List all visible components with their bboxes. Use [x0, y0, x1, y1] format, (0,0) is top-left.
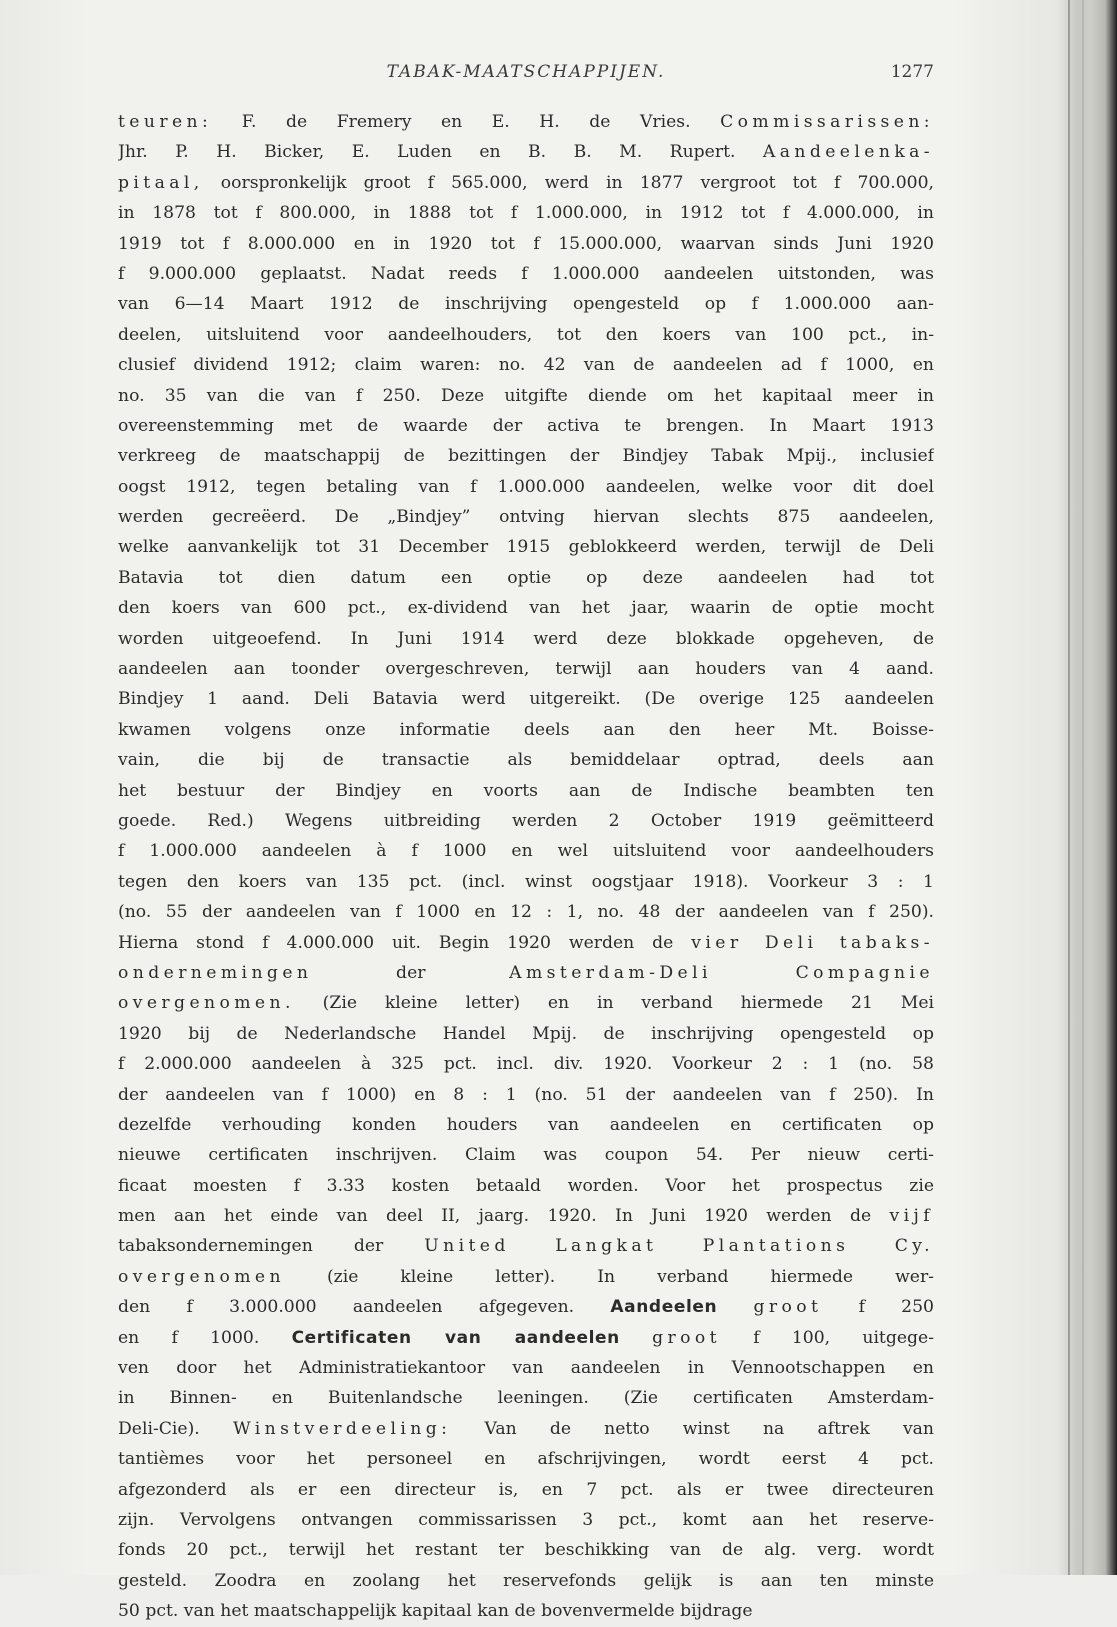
text-line: [118, 1505, 934, 1535]
spaced-term: pitaal,: [118, 172, 204, 193]
spaced-term: groot: [753, 1297, 823, 1318]
text-run: in Binnen- en Buitenlandsche leeningen. (Zie certificaten Amsterdam-: [118, 1388, 934, 1409]
text-line: [118, 1019, 934, 1049]
page-number: 1277: [890, 62, 934, 82]
text-run: der aandeelen van f 1000) en 8 : 1 (no. 51 der aandeelen van f 250). In: [118, 1084, 934, 1105]
text-run: worden uitgeoefend. In Juni 1914 werd deze blokkade opgeheven, de: [118, 628, 934, 649]
text-run: goede. Red.) Wegens uitbreiding werden 2 October 1919 geëmitteerd: [118, 810, 934, 831]
text-line: [118, 532, 934, 562]
text-line: [118, 1080, 934, 1110]
text-run: men aan het einde van deel II, jaarg. 1920. In Juni 1920 werden de: [118, 1206, 890, 1227]
text-run: ven door het Administratiekantoor van aandeelen in Vennootschappen en: [118, 1358, 934, 1379]
text-line: [118, 502, 934, 532]
text-run: aandeelen aan toonder overgeschreven, terwijl aan houders van 4 aand.: [118, 659, 934, 680]
text-line: [118, 1383, 934, 1413]
text-run: Bindjey 1 aand. Deli Batavia werd uitgereikt. (De overige 125 aandeelen: [118, 689, 934, 710]
text-line: [118, 563, 934, 593]
text-run: 1919 tot f 8.000.000 en in 1920 tot f 15.000.000, waarvan sinds Juni 1920: [118, 233, 934, 254]
text-run: nieuwe certificaten inschrijven. Claim was coupon 54. Per nieuw certi-: [118, 1145, 934, 1166]
text-line: [118, 684, 934, 714]
text-line: [118, 836, 934, 866]
text-run: F. de Fremery en E. H. de Vries.: [212, 112, 721, 132]
text-run: het bestuur der Bindjey en voorts aan de Indische beambten ten: [118, 780, 934, 801]
text-run: dezelfde verhouding konden houders van aandeelen en certificaten op: [118, 1114, 934, 1135]
text-line: [118, 1353, 934, 1383]
text-run: (zie kleine letter). In verband hiermede wer-: [284, 1266, 934, 1287]
text-run: tegen den koers van 135 pct. (incl. winst oogstjaar 1918). Voorkeur 3 : 1: [118, 871, 934, 892]
text-line: [118, 107, 934, 137]
text-run: [620, 1328, 652, 1348]
text-run: oogst 1912, tegen betaling van f 1.000.000 aandeelen, welke voor dit doel: [118, 476, 934, 497]
running-title: TABAK-MAATSCHAPPIJEN.: [386, 62, 666, 82]
text-line: [118, 259, 934, 289]
spaced-term: United Langkat Plantations Cy.: [424, 1236, 934, 1257]
page-edge-line: [1068, 0, 1070, 1575]
text-line: [118, 715, 934, 745]
text-run: f 2.000.000 aandeelen à 325 pct. incl. div. 1920. Voorkeur 2 : 1 (no. 58: [118, 1054, 934, 1075]
text-run: Hierna stond f 4.000.000 uit. Begin 1920 werden de: [118, 932, 692, 953]
text-line: [118, 654, 934, 684]
text-run: werden gecreëerd. De „Bindjey” ontving hiervan slechts 875 aandeelen,: [118, 507, 934, 528]
text-line: [118, 1323, 934, 1353]
text-line: [118, 1444, 934, 1474]
text-line: [118, 289, 934, 319]
text-line: [118, 1566, 934, 1596]
spaced-term: Commissarissen:: [720, 112, 934, 132]
text-line: [118, 593, 934, 623]
text-run: 1920 bij de Nederlandsche Handel Mpij. de inschrijving opengesteld op: [118, 1023, 934, 1044]
spaced-term: vier Deli tabaks-: [691, 932, 934, 953]
spaced-term: Compagnie: [795, 962, 934, 983]
text-line: [118, 1110, 934, 1140]
text-run: oorspronkelijk groot f 565.000, werd in 1877 vergroot tot f 700.000,: [203, 172, 934, 193]
text-line: [118, 1201, 934, 1231]
text-line: [118, 1596, 934, 1626]
text-run: in 1878 tot f 800.000, in 1888 tot f 1.000.000, in 1912 tot f 4.000.000, in: [118, 203, 934, 224]
text-line: [118, 320, 934, 350]
text-line: [118, 411, 934, 441]
text-run: vain, die bij de transactie als bemiddelaar optrad, deels aan: [118, 750, 934, 771]
text-run: f 9.000.000 geplaatst. Nadat reeds f 1.000.000 aandeelen uitstonden, was: [118, 263, 934, 284]
spaced-term: overgenomen.: [118, 993, 295, 1014]
text-line: [118, 1414, 934, 1444]
text-run: kwamen volgens onze informatie deels aan den heer Mt. Boisse-: [118, 719, 934, 740]
text-run: van 6—14 Maart 1912 de inschrijving opengesteld op f 1.000.000 aan-: [118, 294, 934, 315]
text-line: [118, 441, 934, 471]
text-line: [118, 776, 934, 806]
text-run: f 100, uitgege-: [720, 1327, 934, 1348]
spaced-term: vijf: [889, 1206, 934, 1227]
text-line: [118, 745, 934, 775]
text-line: [118, 867, 934, 897]
spaced-term: ondernemingen: [118, 962, 313, 983]
text-run: f 250: [822, 1297, 934, 1318]
bold-term: Certificaten van aandeelen: [291, 1327, 620, 1348]
spaced-term: Aandeelenka-: [762, 142, 934, 163]
spaced-term: Amsterdam-Deli: [509, 962, 712, 983]
text-line: [118, 229, 934, 259]
text-run: clusief dividend 1912; claim waren: no. 42 van de aandeelen ad f 1000, en: [118, 355, 934, 376]
text-line: [118, 168, 934, 198]
body-text: [118, 107, 934, 1622]
text-run: tantièmes voor het personeel en afschrijvingen, wordt eerst 4 pct.: [118, 1449, 934, 1470]
page-edge-line: [1082, 0, 1084, 1575]
text-line: [118, 350, 934, 380]
text-run: Jhr. P. H. Bicker, E. Luden en B. B. M. Rupert.: [118, 142, 763, 163]
text-run: Deli-Cie).: [118, 1418, 233, 1439]
text-line: [118, 1262, 934, 1292]
text-line: [118, 381, 934, 411]
text-line: [118, 1535, 934, 1565]
text-line: [118, 624, 934, 654]
text-line: [118, 958, 934, 988]
text-line: [118, 1140, 934, 1170]
text-line: [118, 472, 934, 502]
text-run: overeenstemming met de waarde der activa te brengen. In Maart 1913: [118, 415, 934, 436]
page-edge-shadow: [1057, 0, 1117, 1575]
text-run: [712, 963, 796, 983]
text-run: fonds 20 pct., terwijl het restant ter beschikking van de alg. verg. wordt: [118, 1540, 934, 1561]
text-line: [118, 1292, 934, 1322]
text-run: 50 pct. van het maatschappelijk kapitaal kan de bovenvermelde bijdrage: [118, 1601, 753, 1622]
text-run: Van de netto winst na aftrek van: [451, 1418, 934, 1439]
spaced-term: teuren:: [118, 112, 213, 132]
text-run: deelen, uitsluitend voor aandeelhouders, tot den koers van 100 pct., in-: [118, 324, 934, 345]
text-line: [118, 806, 934, 836]
text-run: gesteld. Zoodra en zoolang het reservefonds gelijk is aan ten minste: [118, 1570, 934, 1591]
text-run: verkreeg de maatschappij de bezittingen der Bindjey Tabak Mpij., inclusief: [118, 446, 934, 467]
text-line: [118, 897, 934, 927]
text-run: der: [312, 962, 510, 983]
text-run: ficaat moesten f 3.33 kosten betaald worden. Voor het prospectus zie: [118, 1175, 934, 1196]
text-line: [118, 1231, 934, 1261]
text-run: (Zie kleine letter) en in verband hiermede 21 Mei: [294, 993, 934, 1014]
text-run: (no. 55 der aandeelen van f 1000 en 12 : 1, no. 48 der aandeelen van f 250).: [118, 902, 934, 923]
text-run: tabaksondernemingen der: [118, 1236, 425, 1257]
text-run: den koers van 600 pct., ex-dividend van het jaar, waarin de optie mocht: [118, 598, 934, 619]
page-header: [118, 62, 934, 88]
spaced-term: groot: [652, 1327, 721, 1348]
text-line: [118, 137, 934, 167]
text-run: [717, 1297, 753, 1317]
text-line: [118, 1475, 934, 1505]
bold-term: Aandeelen: [610, 1297, 718, 1318]
text-run: Batavia tot dien datum een optie op deze aandeelen had tot: [118, 567, 934, 588]
text-line: [118, 1171, 934, 1201]
text-run: den f 3.000.000 aandeelen afgegeven.: [118, 1297, 611, 1318]
text-line: [118, 988, 934, 1018]
text-line: [118, 198, 934, 228]
text-run: welke aanvankelijk tot 31 December 1915 geblokkeerd werden, terwijl de Deli: [118, 537, 934, 558]
text-run: afgezonderd als er een directeur is, en 7 pct. als er twee directeuren: [118, 1479, 934, 1500]
spaced-term: overgenomen: [118, 1266, 285, 1287]
text-line: [118, 928, 934, 958]
text-line: [118, 1049, 934, 1079]
spaced-term: Winstverdeeling:: [232, 1418, 452, 1439]
text-run: no. 35 van die van f 250. Deze uitgifte diende om het kapitaal meer in: [118, 385, 934, 406]
text-run: en f 1000.: [118, 1327, 292, 1348]
text-run: zijn. Vervolgens ontvangen commissarissen 3 pct., komt aan het reserve-: [118, 1509, 934, 1530]
text-run: f 1.000.000 aandeelen à f 1000 en wel uitsluitend voor aandeelhouders: [118, 841, 934, 862]
